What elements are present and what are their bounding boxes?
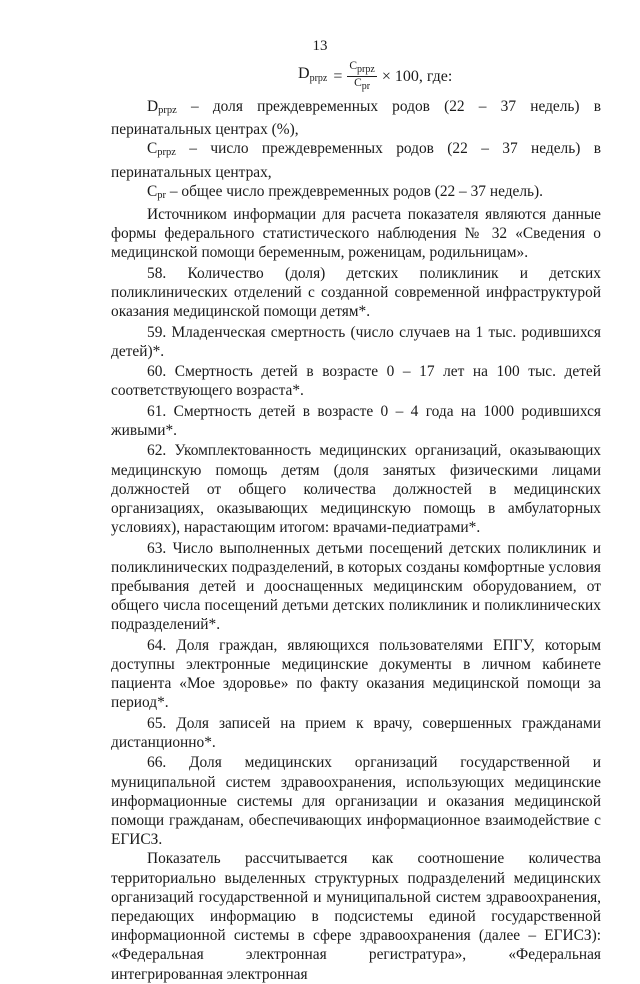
body-text [111, 97, 601, 984]
formula-numerator: Cprpz [349, 60, 375, 75]
paragraph-58: 58. Количество (доля) детских поликлиник и детских поликлинических отделений с созданной современной инфраструктурой оказания медицинской помощи детям*. [111, 264, 601, 321]
paragraph-60: 60. Смертность детей в возрасте 0 – 17 лет на 100 тыс. детей соответствующего возраста*. [111, 363, 601, 400]
paragraph-indicator-calculation: Показатель рассчитывается как соотношение количества территориально выделенных структурных подразделений медицинских организаций государственной и муниципальной систем здравоохранения, передающих информацию в подсистемы единой государственной информационной системы в сфере здравоохранения (далее – ЕГИСЗ): «Федеральная электронная регистратура», «Федеральная интегрированная электронная [111, 850, 601, 983]
formula-fraction [347, 60, 376, 93]
paragraph-source: Источником информации для расчета показателя являются данные формы федерального статистического наблюдения № 32 «Сведения о медицинской помощи беременным, роженицам, родильницам». [111, 206, 601, 262]
paragraph-61: 61. Смертность детей в возрасте 0 – 4 года на 1000 родившихся живыми*. [111, 402, 601, 439]
paragraph-62: 62. Укомплектованность медицинских организаций, оказывающих медицинскую помощь детям (доля занятых физическими лицами должностей от общего количества должностей в медицинских организациях, оказывающих медицинскую помощь в амбулаторных условиях), нарастающим итогом: врачами-педиатрами*. [111, 442, 601, 537]
definition-c-prpz: Cprpz – число преждевременных родов (22 – 37 недель) в перинатальных центрах, [111, 140, 601, 181]
formula [298, 60, 452, 93]
paragraph-66: 66. Доля медицинских организаций государственной и муниципальной систем здравоохранения, использующих медицинские информационные системы для организации и оказания медицинской помощи гражданам, обеспечивающих информационное взаимодействие с ЕГИСЗ. [111, 754, 601, 849]
page-number: 13 [312, 38, 328, 54]
paragraph-63: 63. Число выполненных детьми посещений детских поликлиник и поликлинических подразделений, в которых созданы комфортные условия пребывания детей и дооснащенных медицинским оборудованием, от общего числа посещений детьми детских поликлиник и поликлинических подразделений*. [111, 539, 601, 634]
formula-tail: × 100, где: [381, 67, 453, 85]
paragraph-65: 65. Доля записей на прием к врачу, совершенных гражданами дистанционно*. [111, 714, 601, 751]
definition-c-pr: Cpr – общее число преждевременных родов (22 – 37 недель). [147, 182, 544, 201]
formula-denominator: Cpr [354, 77, 371, 92]
definition-d-prpz: Dprpz – доля преждевременных родов (22 – 37 недель) в перинатальных центрах (%), [111, 98, 601, 139]
formula-equals: = [333, 67, 343, 85]
formula-lhs: $D_{prpz}$ [298, 65, 328, 85]
paragraph-64: 64. Доля граждан, являющихся пользователями ЕПГУ, которым доступны электронные медицинские документы в личном кабинете пациента «Мое здоровье» по факту оказания медицинской помощи за период*. [111, 636, 601, 712]
paragraph-59: 59. Младенческая смертность (число случаев на 1 тыс. родившихся детей)*. [111, 323, 601, 360]
